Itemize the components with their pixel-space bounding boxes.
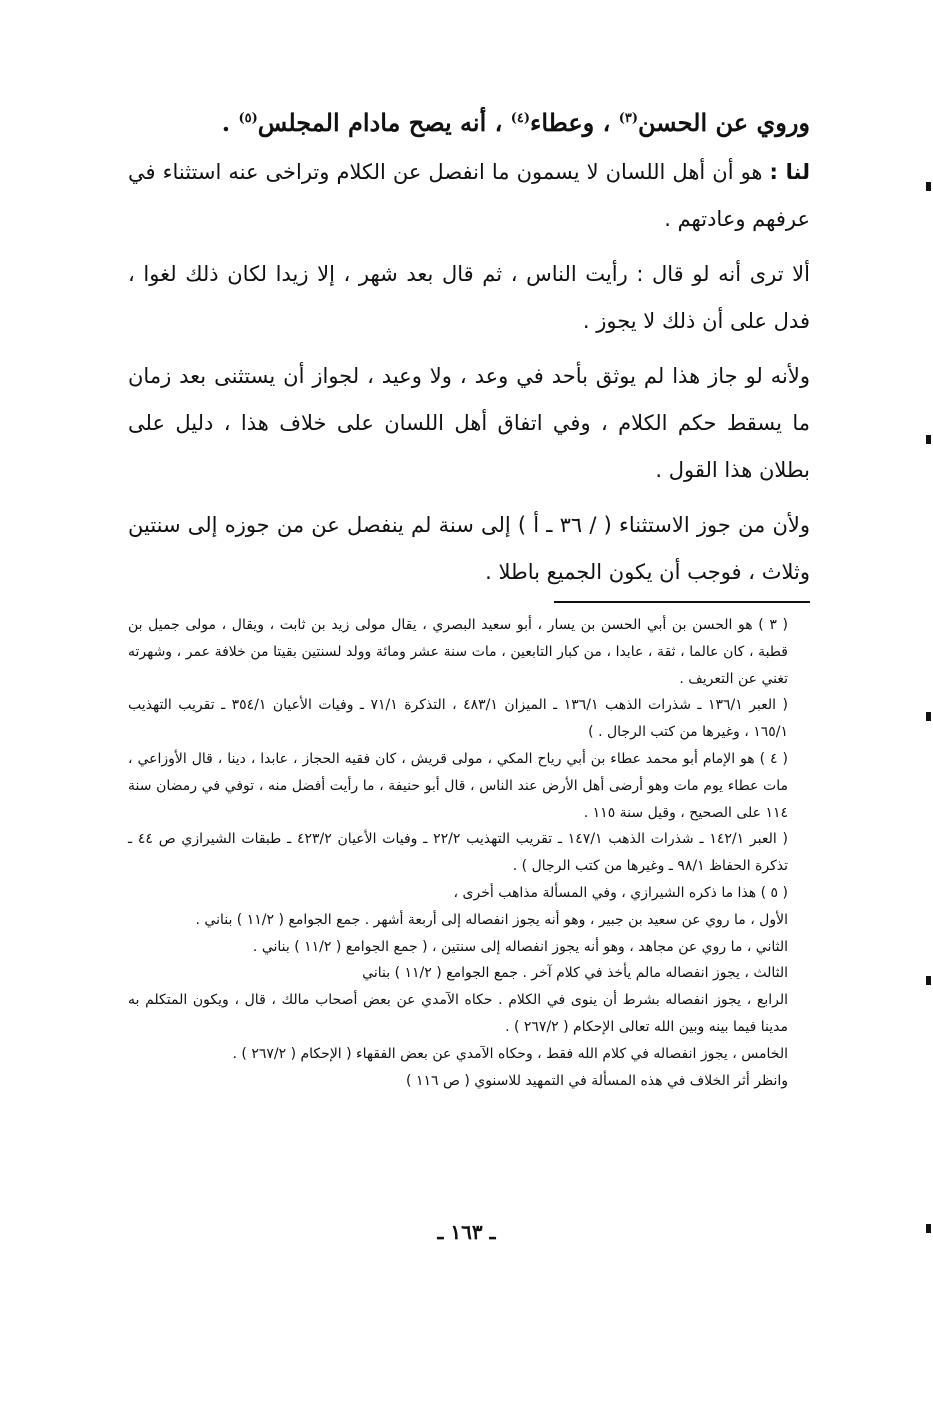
footnote-3: ( ٣ ) هو الحسن بن أبي الحسن بن يسار ، أبو سعيد البصري ، يقال مولى زيد بن ثابت ، ويقال ، مولى جميل بن قطبة ، كان عالما ، ثقة ، عابدا ، من كبار التابعين ، مات سنة عشر ومائة وولد لسنتين بقيتا من خلافة عمر ، وشهرته تغني عن التعريف . [128, 617, 788, 687]
heading-text-3: ، أنه يصح مادام المجلس [257, 108, 503, 137]
footnote-5-opinion-5: الخامس ، يجوز انفصاله في كلام الله فقط ، وحكاه الآمدي عن بعض الفقهاء ( الإحكام ( ٢٦٧/٢ ) . [232, 1045, 788, 1062]
section-heading [128, 103, 810, 143]
footnote-4-sources: ( العبر ١٤٢/١ ـ شذرات الذهب ١٤٧/١ ـ تقريب التهذيب ٢٢/٢ ـ وفيات الأعيان ٤٢٣/٢ ـ طبقات الشيرازي ص ٤٤ ـ تذكرة الحفاظ ٩٨/١ ـ وغيرها من كتب الرجال ) . [128, 831, 789, 875]
heading-text: وروي عن الحسن [637, 108, 810, 137]
footnote-4: ( ٤ ) هو الإمام أبو محمد عطاء بن أبي رياح المكي ، مولى قريش ، كان فقيه الحجاز ، عابدا ، دينا ، قال الأوزاعي ، مات عطاء يوم مات وهو أرضى أهل الأرض عند الناس ، قال أبو حنيفة ، ما رأيت أفضل منه ، توفي في رمضان سنة ١١٤ على الصحيح ، وقيل سنة ١١٥ . [128, 750, 788, 821]
scan-mark [926, 712, 931, 721]
scan-mark [926, 1224, 931, 1233]
paragraph-1 [128, 149, 810, 243]
footnotes [128, 612, 810, 1094]
paragraph-text: هو أن أهل اللسان لا يسمون ما انفصل عن الكلام وتراخى عنه استثناء في عرفهم وعادتهم . [128, 160, 810, 231]
footnote-5-opinion-1: الأول ، ما روي عن سعيد بن جبير ، وهو أنه يجوز انفصاله إلى أربعة أشهر . جمع الجوامع ( ١١/٢ ) بناني . [195, 911, 788, 928]
paragraph-lead: لنا : [769, 160, 810, 184]
page-number: ـ ١٦٣ ـ [437, 1220, 496, 1244]
paragraph-text: ألا ترى أنه لو قال : رأيت الناس ، ثم قال بعد شهر ، إلا زيدا لكان ذلك لغوا ، فدل على أن ذلك لا يجوز . [128, 262, 810, 333]
paragraph-text: ولأنه لو جاز هذا لم يوثق بأحد في وعد ، ولا وعيد ، لجواز أن يستثنى بعد زمان ما يسقط حكم الكلام ، وفي اتفاق أهل اللسان على خلاف هذا ، دليل على بطلان هذا القول . [128, 364, 810, 482]
paragraph-3 [128, 353, 810, 494]
footnote-divider [554, 601, 810, 603]
footnote-ref-5[interactable]: (٥) [238, 111, 258, 126]
paragraph-2 [128, 251, 810, 345]
footnote-5-opinion-4: الرابع ، يجوز انفصاله بشرط أن ينوى في الكلام . حكاه الآمدي عن بعض أصحاب مالك ، قال ، ويكون المتكلم به مدينا فيما بينه وبين الله تعالى الإحكام ( ٢٦٧/٢ ) . [128, 992, 788, 1035]
footnote-ref-3[interactable]: (٣) [618, 111, 638, 126]
footnote-ref-4[interactable]: (٤) [510, 111, 531, 126]
heading-end: . [221, 108, 231, 137]
scan-mark [926, 435, 931, 444]
main-text [128, 103, 810, 604]
paragraph-text: ولأن من جوز الاستثناء ( / ٣٦ ـ أ ) إلى سنة لم ينفصل عن من جوزه إلى سنتين وثلاث ، فوجب أن يكون الجميع باطلا . [128, 513, 810, 584]
scan-mark [926, 182, 931, 191]
paragraph-4 [128, 502, 810, 596]
footnote-5: ( ٥ ) هذا ما ذكره الشيرازي ، وفي المسألة مذاهب أخرى ، [453, 884, 788, 901]
heading-text-2: ، وعطاء [530, 108, 611, 137]
footnote-5-reference: وانظر أثر الخلاف في هذه المسألة في التمهيد للاسنوي ( ص ١١٦ ) [406, 1072, 788, 1089]
scan-mark [926, 976, 931, 985]
footnote-5-opinion-2: الثاني ، ما روي عن مجاهد ، وهو أنه يجوز انفصاله إلى سنتين ، ( جمع الجوامع ( ١١/٢ ) بناني . [252, 938, 788, 955]
footnote-3-sources: ( العبر ١٣٦/١ ـ شذرات الذهب ١٣٦/١ ـ الميزان ٤٨٣/١ ، التذكرة ٧١/١ ـ وفيات الأعيان ٣٥٤/١ ـ تقريب التهذيب ١٦٥/١ ، وغيرها من كتب الرجال . ) [128, 697, 788, 741]
footnote-5-opinion-3: الثالث ، يجوز انفصاله مالم يأخذ في كلام آخر . جمع الجوامع ( ١١/٢ ) بناني [362, 965, 788, 982]
